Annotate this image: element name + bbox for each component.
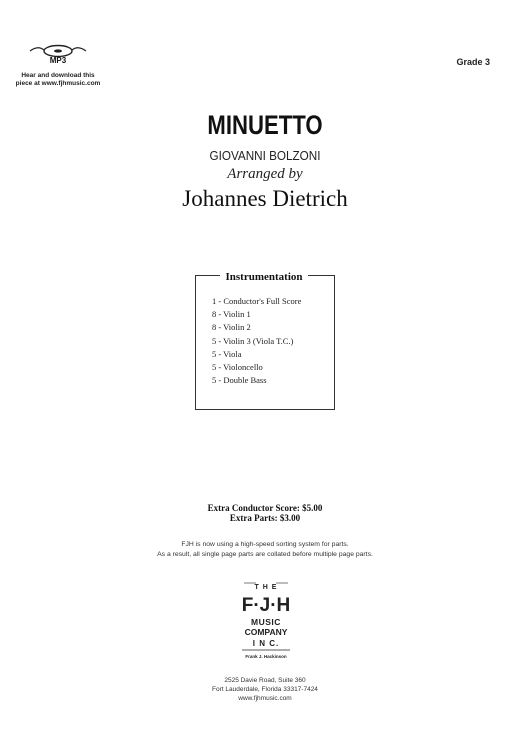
instrument-item: 1 - Conductor's Full Score <box>212 296 302 306</box>
instrument-item: 5 - Violoncello <box>212 362 263 373</box>
sorting-notice-line2: As a result, all single page parts are collated before multiple page parts. <box>157 551 373 558</box>
logo-founder: Frank J. Hackinson <box>245 654 287 659</box>
arranged-by-label: Arranged by <box>227 166 303 182</box>
mp3-caption-line2: piece at www.fjhmusic.com <box>15 80 101 87</box>
grade-label: Grade 3 <box>456 57 490 67</box>
instrumentation-heading: Instrumentation <box>220 271 307 283</box>
instrumentation-heading-wrap <box>200 267 328 285</box>
sorting-notice-line1: FJH is now using a high-speed sorting system for parts. <box>181 541 349 548</box>
mp3-label: MP3 <box>49 56 67 64</box>
instrument-item: 5 - Double Bass <box>212 375 267 386</box>
logo-fjh: F·J·H <box>241 595 291 616</box>
mp3-caption <box>8 72 108 88</box>
fjh-logo <box>236 580 296 670</box>
website-link[interactable]: www.fjhmusic.com <box>238 695 292 702</box>
piece-title: MINUETTO <box>207 110 323 140</box>
extra-parts-price: Extra Parts: $3.00 <box>229 513 301 523</box>
conductor-score-price: Extra Conductor Score: $5.00 <box>207 503 323 513</box>
composer-name: GIOVANNI BOLZONI <box>209 148 321 163</box>
address-line1: 2525 Davie Road, Suite 360 <box>224 677 306 684</box>
instrument-item: 5 - Violin 3 (Viola T.C.) <box>212 335 294 346</box>
instrumentation-list <box>212 295 336 387</box>
instrument-item: 8 - Violin 2 <box>212 322 251 333</box>
logo-inc: I N C. <box>252 639 280 648</box>
mp3-caption-line1: Hear and download this <box>21 72 95 79</box>
instrument-item: 5 - Viola <box>212 348 242 359</box>
arranger-name: Johannes Dietrich <box>182 186 348 211</box>
logo-company: COMPANY <box>244 627 288 637</box>
logo-the: T H E <box>254 584 278 591</box>
mp3-disc-icon <box>28 42 88 64</box>
instrument-item: 8 - Violin 1 <box>212 309 251 320</box>
logo-music: MUSIC <box>251 617 281 627</box>
address-line2: Fort Lauderdale, Florida 33317-7424 <box>212 686 318 693</box>
